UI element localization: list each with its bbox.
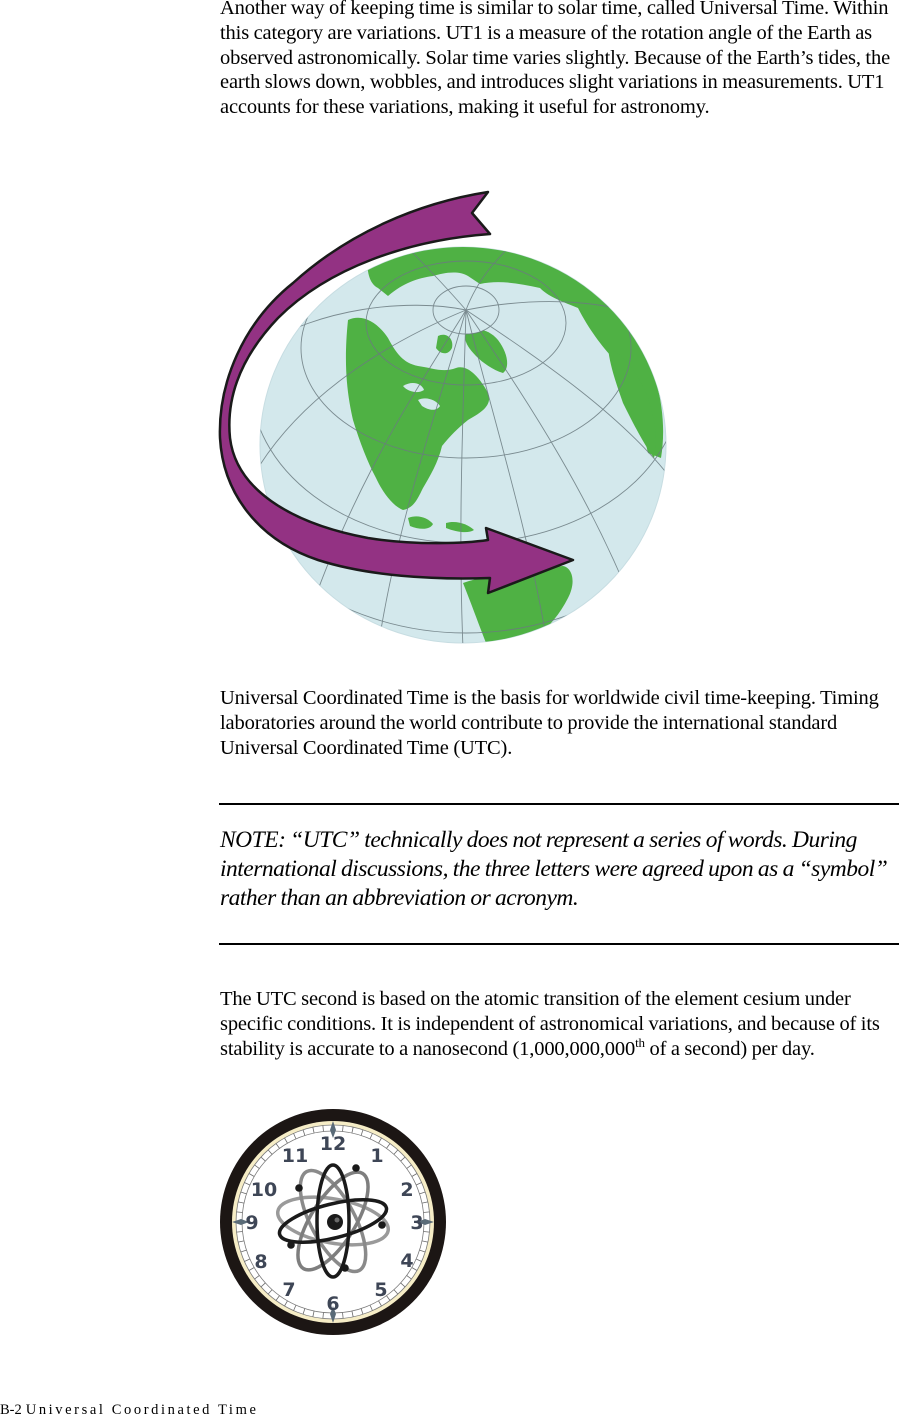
- clock-numeral-9: 9: [245, 1212, 259, 1234]
- globe-rotation-arrow-icon: [218, 188, 668, 648]
- utc-basis-paragraph: Universal Coordinated Time is the basis for worldwide civil time-keeping. Timing laboratories around the world contribute to provide the international standard Universal Coordinated Time (UTC).: [220, 687, 879, 759]
- intro-paragraph-universal-time: Another way of keeping time is similar to solar time, called Universal Time. Within this category are variations. UT1 is a measure of the rotation angle of the Earth as observed astronomically. Solar time varies slightly. Because of the Earth’s tides, the earth slows down, wobbles, and introduces slight variations in measurements. UT1 accounts for these variations, making it useful for astronomy.: [220, 0, 891, 119]
- utc-note: NOTE: “UTC” technically does not represent a series of words. During international discussions, the three letters were agreed upon as a “symbol” rather than an abbreviation or acronym.: [220, 827, 888, 911]
- ordinal-superscript: th: [635, 1034, 645, 1050]
- clock-numeral-1: 1: [370, 1145, 384, 1167]
- clock-numeral-12: 12: [319, 1133, 347, 1155]
- clock-numeral-10: 10: [250, 1179, 278, 1201]
- atomic-clock-figure: [219, 1108, 447, 1336]
- clock-numeral-6: 6: [326, 1293, 340, 1315]
- atomic-clock-icon: [219, 1108, 447, 1336]
- clock-numeral-3: 3: [410, 1212, 424, 1234]
- page-number: B-2: [0, 1402, 22, 1418]
- note-bottom-divider: [219, 943, 899, 945]
- note-top-divider: [219, 803, 899, 805]
- clock-numeral-7: 7: [282, 1279, 296, 1301]
- globe-rotation-figure: [218, 188, 668, 648]
- footer-section-title: Universal Coordinated Time: [25, 1402, 259, 1418]
- utc-second-text: The UTC second is based on the atomic transition of the element cesium under specific conditions. It is independent of astronomical variations, and because of its stability is accurate to a nanosecond (1,000,000,000: [220, 988, 880, 1060]
- clock-numeral-4: 4: [400, 1250, 414, 1272]
- utc-second-text-end: of a second) per day.: [644, 1037, 815, 1060]
- utc-second-paragraph: [220, 987, 899, 1061]
- page-footer: [0, 1402, 258, 1419]
- clock-numeral-8: 8: [254, 1251, 268, 1273]
- clock-numeral-2: 2: [400, 1179, 414, 1201]
- clock-numeral-11: 11: [281, 1145, 309, 1167]
- clock-numeral-5: 5: [374, 1279, 388, 1301]
